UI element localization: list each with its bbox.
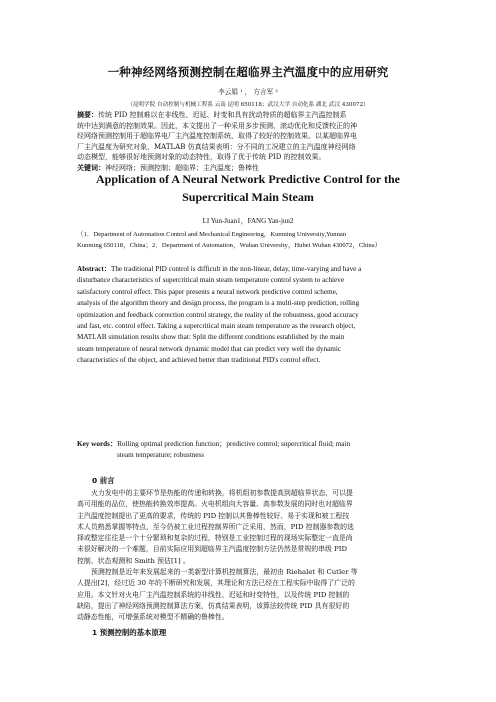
english-authors: LI Yun-Juan1，FANG Yan-jun2 (202, 217, 294, 225)
body-line: 应用。本文针对火电厂主汽温控制系统的非线性、迟延和时变特性，以及传统 PID 控制的 (77, 590, 350, 599)
english-keywords-label: Key words： (77, 440, 118, 448)
body-line: 火力发电中的主要环节是热能的传递和转换，将机组初参数提高到超临界状态，可以提 (91, 489, 353, 497)
body-line: 主汽温度控制提出了更高的要求，传统的 PID 控制以其鲁棒性较好、易于实现和被工程技 (77, 511, 350, 520)
english-abstract-line: steam temperature of neural network dynamic model that can predict very well the dynamic (77, 344, 342, 353)
body-line: 高可用能的品位，使热能转换效率提高。火电机组向大容量、高参数发展的同时也对超临界 (77, 500, 353, 509)
english-abstract-line: satisfactory control effect. This paper presents a neural network predictive control scheme, (77, 287, 338, 296)
english-abstract-line: analysis of the algorithm theory and design process, the program is a multi-step prediction, rolling (77, 299, 360, 308)
body-line: 人提出[2]，经过近 30 年的不断研究和发展，其理论和方法已经在工程实际中取得了广泛的 (77, 579, 355, 588)
chinese-keywords-label: 关键词： (77, 163, 105, 172)
body-line: 预测控制是近年来发展起来的一类新型计算机控制算法，最初由 Riehalet 和 Cutler 等 (91, 568, 358, 576)
section-heading-introduction: 0 前言 (92, 476, 115, 485)
english-abstract-label: Abstract： (77, 265, 111, 273)
chinese-abstract-line: 厂主汽温度为研究对象，MATLAB 仿真结果表明：分不同的工况建立的主汽温度神经网络 (77, 142, 356, 151)
chinese-authors: 李云娟 ¹ ， 方言军 ² (218, 88, 278, 96)
chinese-abstract-line: 统中达到满意的控制效果。因此，本文提出了一种采用多步预测、滚动优化和反馈校正的神 (77, 121, 357, 130)
english-affiliation-line: Kunming 650118，China；2．Department of Automation，Wuhan University，Hubei Wuhan 430072，China） (77, 242, 382, 249)
body-line: 未很好解决的一个难题，目前实际应用到超临界主汽温度控制方法仍然是常规的串级 PID (77, 545, 348, 554)
section-heading-principle: 1 预测控制的基本原理 (92, 628, 167, 637)
english-keywords (77, 439, 423, 462)
english-abstract-line: optimization and feedback correction control strategy, the reality of the robustness, good accuracy (77, 310, 359, 319)
english-title-line: Application of A Neural Network Predictive Control for the (96, 172, 400, 186)
english-keywords-line: steam temperature; robustness (117, 451, 205, 460)
english-abstract (77, 264, 423, 367)
chinese-abstract-line: 经网络预测控制用于超临界电厂主汽温度控制系统，取得了较好的控制效果。以某超临界电 (77, 132, 357, 141)
body-line: 控制、状态观测和 Smith 预估[1] 。 (77, 556, 190, 565)
english-title-line: Supercritical Main Steam (182, 190, 314, 204)
body-line: 缺陷，提出了神经网络预测控制算法方案，仿真结果表明，该算法较传统 PID 具有很好的 (77, 601, 350, 610)
english-keywords-line: Rolling optimal prediction function；predictive control; supercritical fluid; main (117, 440, 351, 448)
introduction-paragraph-1 (77, 488, 423, 567)
english-abstract-line: MATLAB simulation results show that: Split the different conditions established by the main (77, 333, 345, 342)
body-line: 择或整定往往是一个十分繁琐和复杂的过程，特别是工业控制过程的现场实际整定一直是尚 (77, 534, 353, 543)
body-line: 动静态性能，可增强系统对模型不精确的鲁棒性。 (77, 613, 229, 622)
english-abstract-line: and fast, etc. control effect. Taking a supercritical main steam temperature as the research object, (77, 322, 356, 331)
english-abstract-line: disturbance characteristics of supercritical main steam temperature control system to achieve (77, 276, 345, 285)
chinese-abstract-label: 摘要： (77, 111, 98, 119)
english-affiliation (77, 229, 423, 251)
chinese-abstract-line: 传统 PID 控制难以在非线性、迟延、时变和具有扰动特质的超临界主汽温控制系 (98, 111, 347, 119)
chinese-keywords: 神经网络；预测控制；超临界；主汽温度；鲁棒性 (105, 163, 259, 172)
english-abstract-line: characteristics of the object, and achieved better than traditional PID's control effect. (77, 356, 321, 365)
english-title (0, 170, 496, 206)
english-affiliation-line: （1．Department of Automation Control and Mechanical Engineering，Kunming University,Yunnan (77, 231, 347, 238)
chinese-abstract-line: 动态模型，能够很好地预测对象的动态特性，取得了优于传统 PID 的控制效果。 (77, 153, 326, 162)
chinese-abstract (77, 110, 423, 174)
introduction-paragraph-2 (77, 567, 423, 623)
english-abstract-line: The traditional PID control is difficult in the non-linear, delay, time-varying and have a (110, 265, 362, 273)
chinese-title: 一种神经网络预测控制在超临界主汽温度中的应用研究 (107, 65, 389, 79)
body-line: 术人员熟悉掌握等特点，至今仍被工业过程控制界所广泛采用，然而，PID 控制器参数的选 (77, 522, 354, 531)
chinese-affiliation: （昆明学院 自动控制与机械工程系 云南 昆明 650118；武汉大学 自动化系 湖北 武汉 430072） (127, 102, 369, 108)
